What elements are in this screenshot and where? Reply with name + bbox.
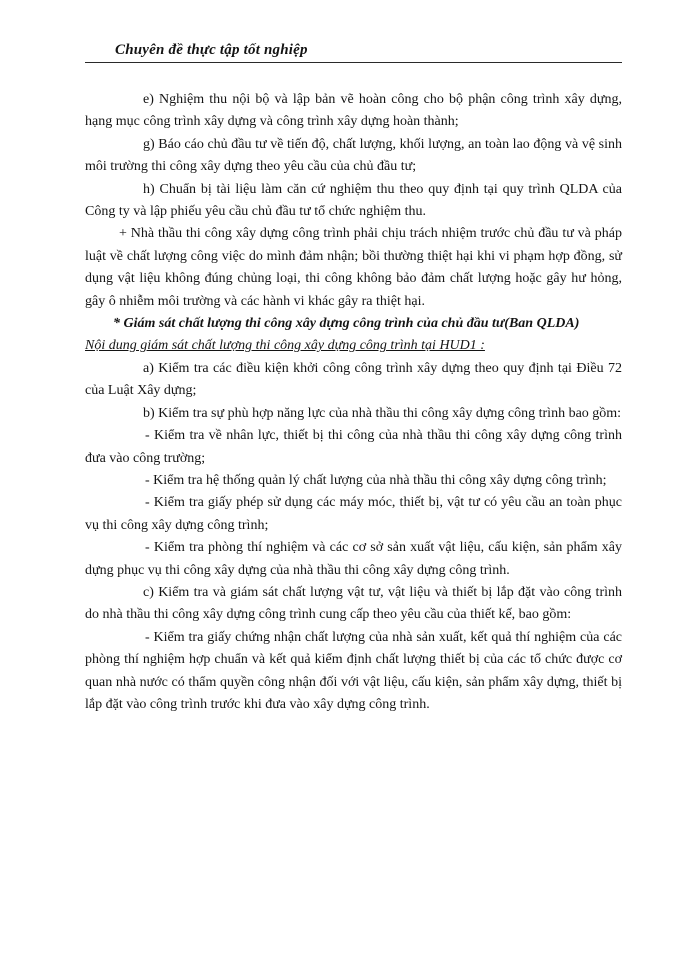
paragraph-section-heading: * Giám sát chất lượng thi công xây dựng công trình của chủ đầu tư(Ban QLDA) (113, 316, 580, 332)
paragraph-dash-certificates: - Kiểm tra giấy chứng nhận chất lượng của nhà sản xuất, kết quả thí nghiệm của các phòng thí nghiệm hợp chuẩn và kết quả kiểm định chất lượng thiết bị của các tổ chức được cơ quan nhà nước có thẩm quyền công nhận đối với vật liệu, cấu kiện, sản phẩm xây dựng, thiết bị lắp đặt vào công trình trước khi đưa vào xây dựng công trình. (85, 629, 622, 712)
paragraph-dash-qms: - Kiểm tra hệ thống quản lý chất lượng của nhà thầu thi công xây dựng công trình; (145, 472, 607, 488)
paragraph-item-e: e) Nghiệm thu nội bộ và lập bản vẽ hoàn công cho bộ phận công trình xây dựng, hạng mục công trình xây dựng và công trình xây dựng hoàn thành; (85, 92, 622, 130)
paragraph-dash-permits: - Kiểm tra giấy phép sử dụng các máy móc, thiết bị, vật tư có yêu cầu an toàn phục vụ thi công xây dựng công trình; (85, 495, 622, 533)
paragraph-item-h: h) Chuẩn bị tài liệu làm căn cứ nghiệm thu theo quy định tại quy trình QLDA của Công ty và lập phiếu yêu cầu chủ đầu tư tổ chức nghiệm thu. (85, 181, 622, 220)
paragraph-subheading-hud1: Nội dung giám sát chất lượng thi công xây dựng công trình tại HUD1 : (85, 338, 485, 354)
paragraph-dash-manpower: - Kiểm tra về nhân lực, thiết bị thi công của nhà thầu thi công xây dựng công trình đưa vào công trường; (85, 428, 622, 466)
paragraph-item-a: a) Kiểm tra các điều kiện khởi công công trình xây dựng theo quy định tại Điều 72 của Luật Xây dựng; (85, 360, 622, 399)
paragraph-item-c: c) Kiểm tra và giám sát chất lượng vật tư, vật liệu và thiết bị lắp đặt vào công trình do nhà thầu thi công xây dựng công trình cung cấp theo yêu cầu của thiết kế, bao gồm: (85, 584, 622, 623)
running-head-title: Chuyên đề thực tập tốt nghiệp (115, 42, 308, 58)
paragraph-item-b: b) Kiểm tra sự phù hợp năng lực của nhà thầu thi công xây dựng công trình bao gồm: (143, 405, 622, 421)
document-body (85, 89, 622, 716)
page-header (85, 42, 622, 63)
header-rule-divider (85, 62, 622, 63)
paragraph-item-g: g) Báo cáo chủ đầu tư về tiến độ, chất lượng, khối lượng, an toàn lao động và vệ sinh môi trường thi công xây dựng theo yêu cầu của chủ đầu tư; (85, 136, 622, 175)
paragraph-contractor-duty: + Nhà thầu thi công xây dựng công trình phải chịu trách nhiệm trước chủ đầu tư và pháp luật về chất lượng công việc do mình đảm nhận; bồi thường thiệt hại khi vi phạm hợp đồng, sử dụng vật liệu không đúng chủng loại, thi công không bảo đảm chất lượng hoặc gây hư hỏng, gây ô nhiễm môi trường và các hành vi khác gây ra thiệt hại. (85, 226, 622, 309)
paragraph-dash-labs: - Kiểm tra phòng thí nghiệm và các cơ sở sản xuất vật liệu, cấu kiện, sản phẩm xây dựng phục vụ thi công xây dựng của nhà thầu thi công xây dựng công trình. (85, 540, 622, 578)
